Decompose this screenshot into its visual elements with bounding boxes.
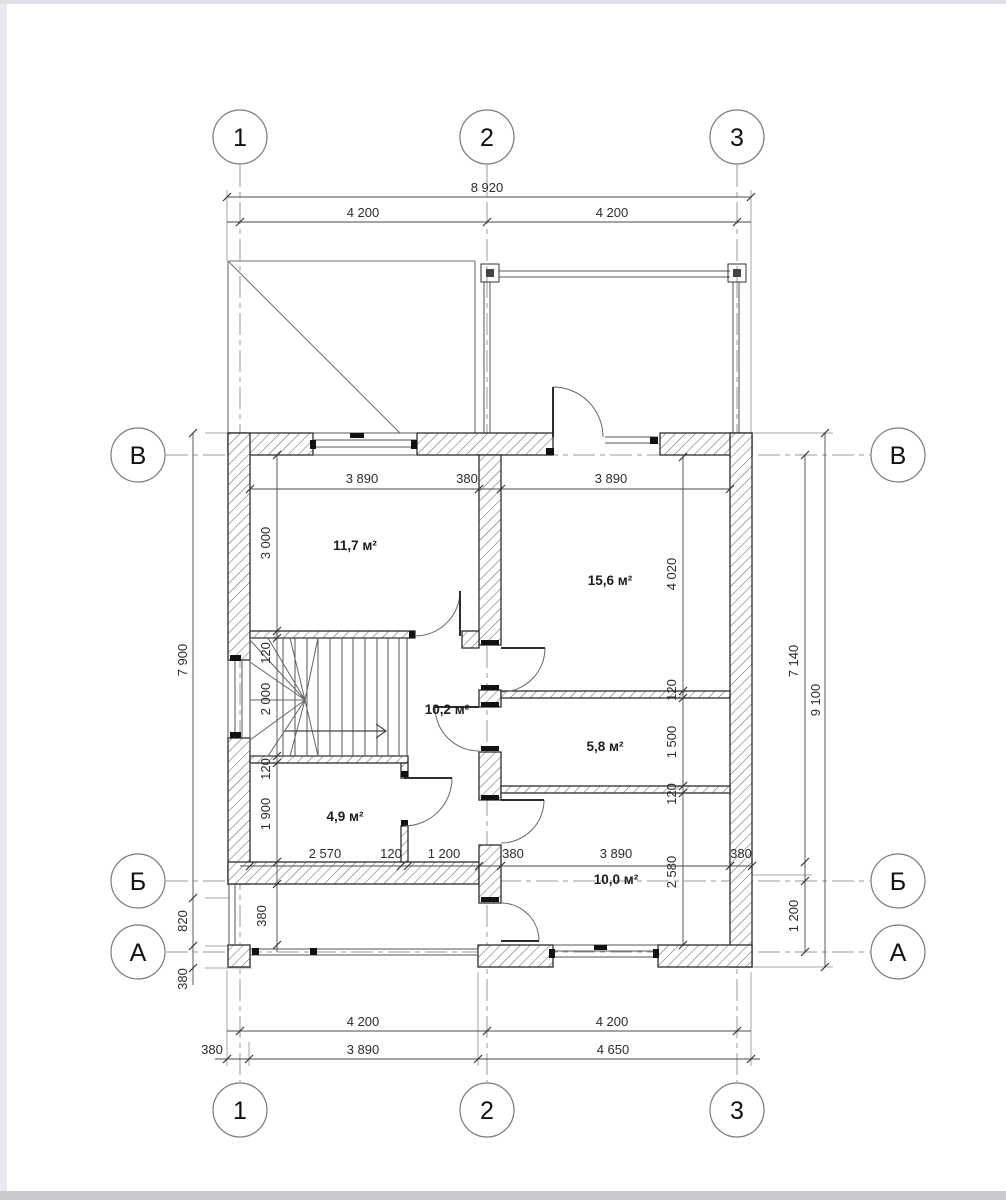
dim-3000: 3 000: [258, 526, 273, 560]
room-area-label: 5,8 м²: [586, 739, 624, 754]
dim-3890: 3 890: [594, 471, 628, 486]
dim-1200: 1 200: [786, 899, 801, 933]
dim-380: 380: [502, 846, 524, 861]
dim-380: 380: [201, 1042, 223, 1057]
axis-label-2: 2: [480, 124, 494, 152]
axis-label-a: А: [889, 939, 907, 967]
dim-2580: 2 580: [664, 855, 679, 889]
axis-label-a: А: [129, 939, 147, 967]
room-area-label: 4,9 м²: [326, 809, 364, 824]
dim-1200: 1 200: [427, 846, 461, 861]
window-top-icon: [313, 433, 417, 455]
axis-label-b: Б: [129, 868, 147, 896]
dim-380: 380: [175, 968, 190, 990]
dim-120: 120: [258, 642, 273, 664]
dim-4650: 4 650: [596, 1042, 630, 1057]
dim-7900: 7 900: [175, 643, 190, 677]
dim-120: 120: [258, 758, 273, 780]
dim-span: 4 200: [595, 205, 629, 220]
stairs: [250, 638, 407, 756]
axis-label-2: 2: [480, 1097, 494, 1125]
dim-1500: 1 500: [664, 725, 679, 759]
terrace: [481, 264, 746, 433]
axis-label-3: 3: [730, 1097, 744, 1125]
room-area-label: 11,7 м²: [333, 538, 377, 553]
dim-9100: 9 100: [808, 683, 823, 717]
dim-3890: 3 890: [345, 471, 379, 486]
axis-label-b: Б: [889, 868, 907, 896]
axis-label-3: 3: [730, 124, 744, 152]
dim-120: 120: [380, 846, 402, 861]
window-stair-icon: [228, 660, 250, 738]
stair-arrow-icon: [285, 724, 386, 738]
page-edge-top: [0, 0, 1006, 4]
dim-porch-380: 380: [254, 905, 269, 927]
dim-span: 4 200: [346, 1014, 380, 1029]
dim-4020: 4 020: [664, 557, 679, 591]
axis-label-1: 1: [233, 124, 247, 152]
dim-380: 380: [730, 846, 752, 861]
page-edge-left: [0, 0, 7, 1200]
dim-total-width: 8 920: [470, 180, 504, 195]
dim-2570: 2 570: [308, 846, 342, 861]
terrace-post-icon: [733, 269, 741, 277]
dim-2000: 2 000: [258, 682, 273, 716]
canopy-outline: [228, 261, 475, 433]
dim-7140: 7 140: [786, 644, 801, 678]
room-area-label: 10,0 м²: [593, 872, 639, 887]
dim-120: 120: [664, 679, 679, 701]
dim-380: 380: [456, 471, 478, 486]
axis-label-1: 1: [233, 1097, 247, 1125]
dim-120: 120: [664, 783, 679, 805]
axis-label-v: В: [129, 442, 147, 470]
dim-1900: 1 900: [258, 797, 273, 831]
room-area-label: 10,2 м²: [424, 702, 470, 717]
dim-3890: 3 890: [346, 1042, 380, 1057]
terrace-post-icon: [486, 269, 494, 277]
dim-820: 820: [175, 910, 190, 932]
axis-label-v: В: [889, 442, 907, 470]
room-area-label: 15,6 м²: [587, 573, 633, 588]
page-edge-bottom: [0, 1191, 1006, 1200]
dim-3890: 3 890: [599, 846, 633, 861]
dim-span: 4 200: [595, 1014, 629, 1029]
dim-span: 4 200: [346, 205, 380, 220]
